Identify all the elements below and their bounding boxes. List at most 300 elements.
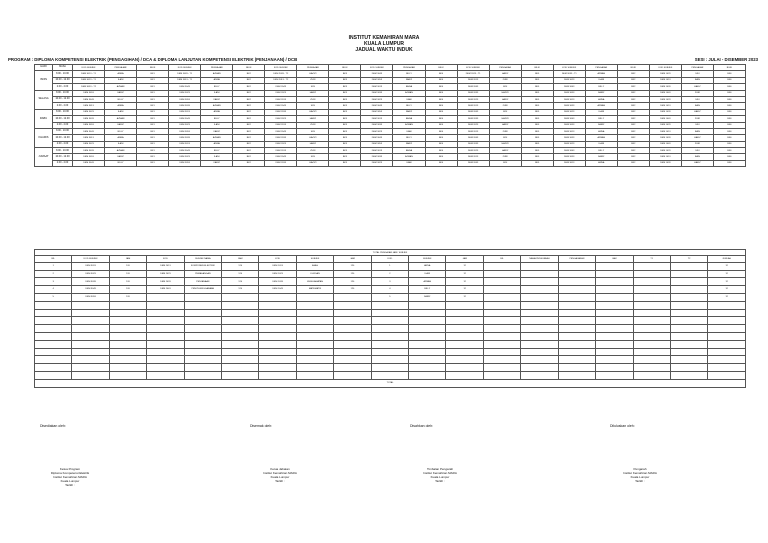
time-slot: 8.00 - 10.00 (53, 71, 73, 77)
schedule-cell: RAIS (681, 154, 713, 160)
summary-cell (147, 364, 184, 372)
summary-cell (259, 325, 296, 333)
summary-cell (483, 332, 520, 340)
schedule-cell: BK2 (233, 128, 265, 134)
schedule-cell: DEM 2023 (265, 90, 297, 96)
summary-cell (109, 364, 146, 372)
schedule-cell: BK5 (521, 116, 553, 122)
summary-cell (483, 356, 520, 364)
summary-cell: BILLY (409, 286, 446, 294)
schedule-cell: BK3 (329, 90, 361, 96)
schedule-cell: DEM 3023 (73, 141, 105, 147)
schedule-cell: DEM 1013 (649, 103, 681, 109)
summary-cell (184, 348, 221, 356)
summary-cell (521, 262, 558, 270)
summary-cell (521, 278, 558, 286)
schedule-cell: FARIZ (585, 122, 617, 128)
summary-cell: DEM 1033 (259, 278, 296, 286)
summary-cell (558, 348, 595, 356)
summary-cell (521, 340, 558, 348)
schedule-cell: FARIZ (585, 90, 617, 96)
day-label: JUMAAT (35, 148, 53, 167)
summary-cell (521, 348, 558, 356)
col-header: KOD SUBJEK (265, 65, 297, 71)
summary-cell (558, 262, 595, 270)
schedule-cell: BK2 (617, 154, 649, 160)
summary-cell (483, 309, 520, 317)
summary-cell (409, 317, 446, 325)
schedule-cell: BILLY (201, 148, 233, 154)
schedule-cell: BK4 (425, 116, 457, 122)
summary-cell: DEM 2023 (147, 270, 184, 278)
schedule-cell: DEM 2013 (457, 128, 489, 134)
summary-cell (409, 309, 446, 317)
schedule-cell: BK6 (713, 90, 745, 96)
summary-cell (109, 348, 146, 356)
summary-empty-row (35, 309, 746, 317)
col-header: BILIK (617, 65, 649, 71)
schedule-cell: DEM 1033 (649, 84, 681, 90)
summary-cell (446, 364, 483, 372)
schedule-cell: HAZIZI (489, 90, 521, 96)
summary-cell (259, 340, 296, 348)
schedule-cell: DEM 3043 (169, 148, 201, 154)
summary-cell (35, 317, 72, 325)
schedule-cell: ILANI (105, 141, 137, 147)
summary-cell (596, 340, 633, 348)
schedule-cell: HAFIZ (681, 84, 713, 90)
schedule-cell: DEM 2023 (457, 148, 489, 154)
summary-cell (558, 309, 595, 317)
schedule-cell: DEM 3033 (169, 103, 201, 109)
summary-cell (259, 293, 296, 301)
summary-cell (147, 356, 184, 364)
time-slot: 10.00 - 12.00 (53, 135, 73, 141)
summary-cell (296, 325, 333, 333)
col-header: KOD SUBJEK (457, 65, 489, 71)
summary-col-header: KOD (371, 256, 408, 262)
schedule-cell: BK6 (713, 84, 745, 90)
schedule-cell: ANNA (105, 71, 137, 77)
schedule-cell: DEM 3053 (361, 141, 393, 147)
summary-cell (334, 301, 371, 309)
summary-cell (296, 301, 333, 309)
summary-cell (558, 325, 595, 333)
schedule-cell: DEM 3043 (553, 116, 585, 122)
schedule-cell: BK5 (521, 148, 553, 154)
summary-cell (521, 293, 558, 301)
schedule-cell: FARIZ (105, 122, 137, 128)
summary-empty-row (35, 325, 746, 333)
timetable-row (35, 160, 746, 166)
summary-cell: DEM 2033 (147, 278, 184, 286)
summary-cell (371, 348, 408, 356)
summary-cell (109, 317, 146, 325)
summary-cell (521, 356, 558, 364)
schedule-cell: DEM 3023 (73, 109, 105, 115)
schedule-cell: BILLY (105, 128, 137, 134)
schedule-cell: DEM 3023 (169, 154, 201, 160)
schedule-cell: BK4 (425, 84, 457, 90)
summary-cell (708, 348, 746, 356)
summary-cell (558, 286, 595, 294)
schedule-cell: BK6 (713, 122, 745, 128)
schedule-cell: FARIZ (393, 141, 425, 147)
schedule-cell: AZMAN (585, 103, 617, 109)
schedule-cell: ZURI (489, 128, 521, 134)
schedule-cell: DEM 2013 (457, 77, 489, 83)
summary-cell (670, 286, 707, 294)
schedule-cell: BK4 (425, 128, 457, 134)
schedule-cell: DEM 2033 (265, 109, 297, 115)
schedule-cell: BK1 (137, 84, 169, 90)
summary-cell (558, 364, 595, 372)
summary-cell (35, 348, 72, 356)
schedule-cell: BK2 (233, 90, 265, 96)
time-slot: 10.00 - 12.00 (53, 96, 73, 102)
summary-cell: ASAS (296, 262, 333, 270)
summary-cell (222, 356, 259, 364)
schedule-cell: BK2 (617, 128, 649, 134)
schedule-cell: ILANI (201, 90, 233, 96)
schedule-cell: DEM 2043 (265, 84, 297, 90)
summary-cell (558, 293, 595, 301)
schedule-cell: BK2 (233, 160, 265, 166)
summary-cell (670, 301, 707, 309)
schedule-cell: BK3 (329, 116, 361, 122)
schedule-cell: HAFIZ (489, 148, 521, 154)
summary-cell (109, 356, 146, 364)
schedule-cell: BK5 (521, 154, 553, 160)
time-slot: 8.00 - 10.00 (53, 128, 73, 134)
schedule-cell: DEM 3023 (553, 141, 585, 147)
signature-title1: Timbalan Pengarah (426, 467, 454, 471)
summary-cell (596, 293, 633, 301)
schedule-cell: BK3 (329, 135, 361, 141)
summary-cell (409, 301, 446, 309)
schedule-cell: RAIS (681, 77, 713, 83)
schedule-cell: HAFIZ (297, 141, 329, 147)
summary-cell (72, 325, 109, 333)
schedule-cell: DEM 3053 (169, 128, 201, 134)
schedule-cell: BK3 (329, 122, 361, 128)
summary-col-header: BIL (483, 256, 520, 262)
schedule-cell: BK5 (521, 128, 553, 134)
schedule-cell: BK4 (425, 77, 457, 83)
schedule-cell: BK1 (137, 90, 169, 96)
time-slot: 10.00 - 12.00 (53, 154, 73, 160)
summary-cell: PENYELENGGARAAN (184, 286, 221, 294)
summary-cell (670, 371, 707, 379)
schedule-cell: AZMAN (393, 90, 425, 96)
summary-cell (35, 309, 72, 317)
summary-empty-row (35, 317, 746, 325)
summary-col-header: JAM (446, 256, 483, 262)
schedule-cell: AZMAN (393, 154, 425, 160)
summary-cell (670, 340, 707, 348)
schedule-cell: ZURI (297, 148, 329, 154)
day-label: RABU (35, 109, 53, 128)
summary-cell (708, 325, 746, 333)
schedule-cell: DEM 2033 (265, 135, 297, 141)
schedule-cell: BK4 (425, 148, 457, 154)
schedule-cell: DEM 3033 (361, 90, 393, 96)
schedule-cell: HAFIZ (489, 96, 521, 102)
summary-cell (596, 332, 633, 340)
summary-cell (371, 309, 408, 317)
schedule-cell: DEM 1033 (649, 160, 681, 166)
schedule-cell: BK5 (521, 77, 553, 83)
summary-col-header: JAM (222, 256, 259, 262)
schedule-cell: DEM 2023 (457, 96, 489, 102)
schedule-cell: DEM 2033 (265, 160, 297, 166)
col-header: PENGAJAR (297, 65, 329, 71)
summary-cell (409, 364, 446, 372)
summary-cell (483, 278, 520, 286)
schedule-cell: SIDI (681, 96, 713, 102)
schedule-cell: HAZIZI (489, 141, 521, 147)
summary-cell: KOMPONEN ELEKTRIK (184, 262, 221, 270)
summary-cell (259, 348, 296, 356)
summary-col-header: T2 (670, 256, 707, 262)
schedule-cell: BK1 (137, 122, 169, 128)
time-slot: 2.00 - 4.00 (53, 84, 73, 90)
schedule-cell: AZMAN (585, 71, 617, 77)
summary-cell (334, 325, 371, 333)
summary-cell (708, 364, 746, 372)
schedule-cell: HAZIZI (297, 160, 329, 166)
schedule-cell: DEM 3033 (169, 135, 201, 141)
summary-cell: 1 (35, 262, 72, 270)
summary-cell (633, 301, 670, 309)
schedule-cell: ANNA (201, 77, 233, 83)
col-header: PENGAJAR (681, 65, 713, 71)
schedule-cell: BK6 (713, 103, 745, 109)
summary-cell (334, 364, 371, 372)
summary-cell: PENJANAAN (184, 278, 221, 286)
col-header: PENGAJAR (393, 65, 425, 71)
schedule-cell: BK2 (233, 148, 265, 154)
schedule-cell: DEM 3033 - T1 (553, 71, 585, 77)
summary-cell: 1 (371, 262, 408, 270)
summary-cell (521, 325, 558, 333)
summary-cell (72, 309, 109, 317)
summary-cell (409, 340, 446, 348)
summary-cell (633, 293, 670, 301)
schedule-cell: DEM 1013 (649, 77, 681, 83)
summary-cell (222, 364, 259, 372)
summary-cell (633, 332, 670, 340)
schedule-cell: BK3 (329, 84, 361, 90)
schedule-cell: BK4 (425, 109, 457, 115)
summary-cell (558, 356, 595, 364)
summary-cell (222, 325, 259, 333)
signature-date: Tarikh : (65, 482, 75, 487)
schedule-cell: DEM 3053 (169, 160, 201, 166)
day-label: KHAMIS (35, 128, 53, 147)
schedule-cell: AZMAN (201, 71, 233, 77)
schedule-cell: BK4 (425, 160, 457, 166)
schedule-cell: BK2 (233, 109, 265, 115)
summary-cell (596, 317, 633, 325)
summary-cell (296, 371, 333, 379)
schedule-cell: DEM 3053 (553, 154, 585, 160)
schedule-cell: ILANI (585, 141, 617, 147)
summary-cell (222, 332, 259, 340)
schedule-cell: DEM 2033 (457, 90, 489, 96)
summary-cell (334, 309, 371, 317)
schedule-cell: BK6 (713, 128, 745, 134)
summary-cell (147, 332, 184, 340)
summary-cell: 120 (222, 278, 259, 286)
summary-empty-row (35, 364, 746, 372)
schedule-cell: BILLY (585, 148, 617, 154)
schedule-cell: BK3 (329, 103, 361, 109)
schedule-cell: SIDI (297, 154, 329, 160)
summary-cell (409, 356, 446, 364)
signature-title1: Ketua Jabatan (270, 467, 290, 471)
schedule-cell: BK5 (521, 141, 553, 147)
schedule-cell: DEM 3013 - T1 (73, 71, 105, 77)
summary-empty-row (35, 340, 746, 348)
summary-cell: DEM 3053 (72, 293, 109, 301)
summary-cell (670, 262, 707, 270)
summary-cell (35, 332, 72, 340)
schedule-cell: DEM 2043 (457, 84, 489, 90)
schedule-cell: AZMAN (105, 84, 137, 90)
schedule-cell: DEM 2023 (457, 122, 489, 128)
summary-cell: 12 (708, 286, 746, 294)
schedule-cell: DEM 3033 (73, 116, 105, 122)
summary-cell: 120 (109, 293, 146, 301)
schedule-cell: AZMAN (105, 148, 137, 154)
summary-cell: DEM 1023 (259, 270, 296, 278)
summary-cell (558, 340, 595, 348)
schedule-cell: DEM 1023 (649, 96, 681, 102)
summary-row (35, 278, 746, 286)
summary-cell (708, 340, 746, 348)
schedule-cell: ZURI (681, 116, 713, 122)
summary-cell (259, 309, 296, 317)
summary-cell (296, 332, 333, 340)
summary-cell (371, 340, 408, 348)
schedule-cell: ANNA (585, 160, 617, 166)
summary-cell (633, 270, 670, 278)
schedule-cell: BILLY (201, 84, 233, 90)
summary-cell (633, 309, 670, 317)
summary-cell (334, 293, 371, 301)
summary-cell: DEM 1013 (259, 262, 296, 270)
schedule-cell: DEM 3053 (553, 90, 585, 96)
document-title: JADUAL WAKTU INDUK (355, 47, 413, 53)
schedule-cell: BILLY (585, 84, 617, 90)
summary-cell (409, 332, 446, 340)
schedule-cell: BK1 (137, 154, 169, 160)
summary-cell (558, 270, 595, 278)
schedule-cell: DEM 2023 - T1 (457, 71, 489, 77)
schedule-cell: DEM 1023 (649, 71, 681, 77)
col-header: PENGAJAR (585, 65, 617, 71)
summary-cell (558, 332, 595, 340)
schedule-cell: BILLY (201, 116, 233, 122)
schedule-cell: SIDI (489, 160, 521, 166)
schedule-cell: DEM 3023 (169, 90, 201, 96)
summary-cell (72, 340, 109, 348)
schedule-cell: DEM 3033 (553, 103, 585, 109)
summary-cell (35, 356, 72, 364)
schedule-cell: ILANI (393, 160, 425, 166)
summary-cell (296, 293, 333, 301)
schedule-cell: HAZIZI (489, 116, 521, 122)
schedule-cell: DEM 2013 (265, 122, 297, 128)
summary-cell (222, 293, 259, 301)
summary-cell (222, 348, 259, 356)
summary-cell (35, 340, 72, 348)
schedule-cell: AZMAN (393, 122, 425, 128)
schedule-cell: BK4 (425, 96, 457, 102)
summary-cell (184, 301, 221, 309)
schedule-cell: BK1 (137, 109, 169, 115)
summary-cell: DEM 3013 (72, 262, 109, 270)
col-header: BILIK (233, 65, 265, 71)
schedule-cell: HAZIZI (297, 71, 329, 77)
schedule-cell: DEM 2043 (457, 160, 489, 166)
summary-cell (558, 317, 595, 325)
schedule-cell: ZURI (489, 154, 521, 160)
summary-cell (72, 332, 109, 340)
summary-cell (521, 317, 558, 325)
schedule-cell: BK2 (233, 96, 265, 102)
schedule-cell: BK1 (137, 77, 169, 83)
summary-empty-row (35, 356, 746, 364)
signature-title3: Kuala Lumpur (270, 474, 290, 479)
schedule-cell: BK2 (617, 109, 649, 115)
summary-cell (670, 325, 707, 333)
summary-cell: DEM 2013 (147, 262, 184, 270)
schedule-cell: BK5 (521, 103, 553, 109)
schedule-cell: DEM 3033 - T2 (73, 84, 105, 90)
schedule-cell: DEM 3053 (73, 154, 105, 160)
summary-empty-row (35, 348, 746, 356)
schedule-cell: ZURI (297, 122, 329, 128)
summary-cell (446, 317, 483, 325)
session-label: SESI : JULAI - DISEMBER 2023 (694, 57, 758, 62)
summary-cell (109, 325, 146, 333)
summary-cell (147, 340, 184, 348)
col-header: KOD SUBJEK (169, 65, 201, 71)
summary-cell (483, 270, 520, 278)
schedule-cell: DEM 2043 (265, 128, 297, 134)
schedule-cell: BK1 (137, 116, 169, 122)
summary-cell (633, 364, 670, 372)
summary-col-header: SUBJEK (296, 256, 333, 262)
schedule-cell: DEM 2043 (457, 135, 489, 141)
summary-col-header: SUBJEK (409, 256, 446, 262)
schedule-cell: SIDI (489, 135, 521, 141)
schedule-cell: BK5 (521, 71, 553, 77)
schedule-cell: HAFIZ (297, 90, 329, 96)
summary-cell: FARIZ (409, 293, 446, 301)
summary-cell: 120 (334, 262, 371, 270)
schedule-cell: ILANI (393, 128, 425, 134)
summary-cell (708, 301, 746, 309)
summary-cell (296, 309, 333, 317)
summary-cell (446, 325, 483, 333)
summary-col-header: JUMLAH (708, 256, 746, 262)
summary-row (35, 293, 746, 301)
schedule-cell: DEM 2033 (457, 116, 489, 122)
schedule-cell: DEM 1033 (649, 109, 681, 115)
